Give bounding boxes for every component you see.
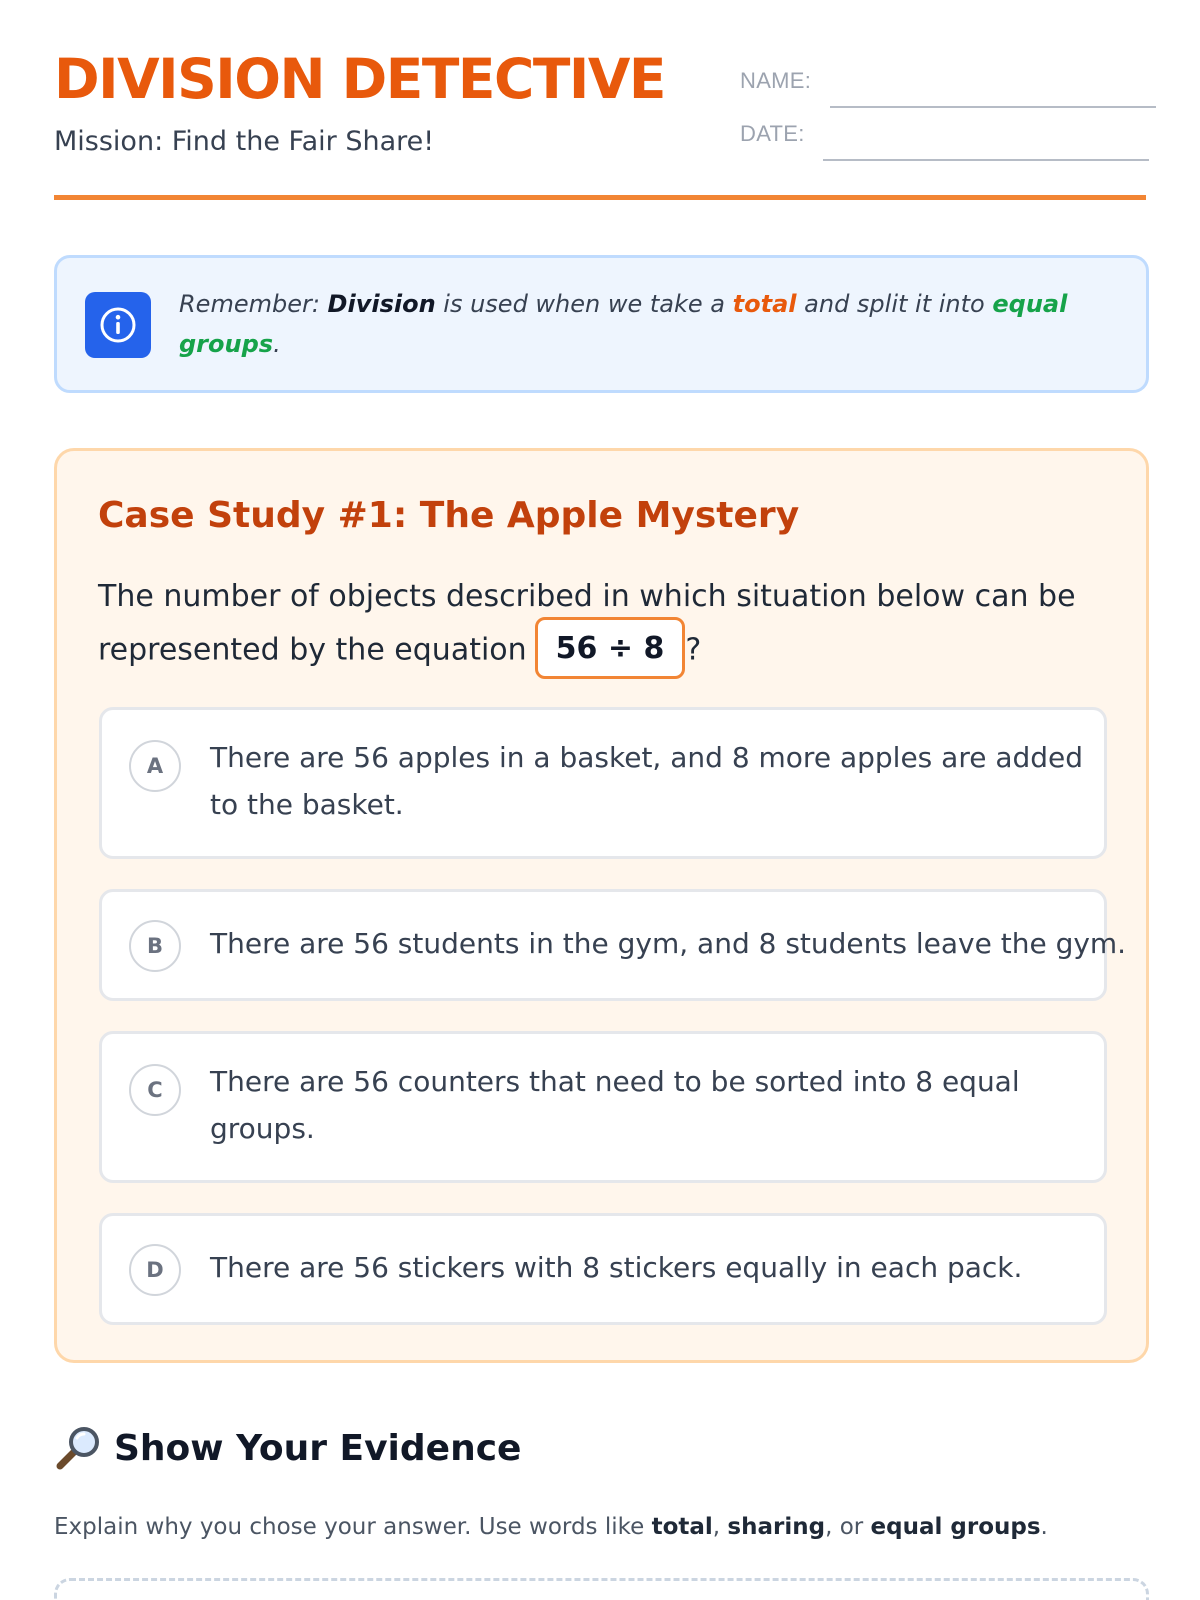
- evidence-word-sharing: sharing: [727, 1514, 826, 1540]
- keyword-total: total: [732, 290, 797, 318]
- question-before: The number of objects described in which situation below can be represented by the equation: [98, 579, 1076, 668]
- evidence-text-before: Explain why you chose your answer. Use words like: [54, 1514, 652, 1540]
- name-label: NAME:: [740, 68, 812, 93]
- keyword-equal-groups: equal groups: [179, 290, 1068, 358]
- answer-options: [99, 707, 1127, 1355]
- option-a-text: There are 56 apples in a basket, and 8 more apples are added to the basket.: [210, 741, 1084, 821]
- reminder-suffix: .: [273, 330, 281, 358]
- evidence-word-total: total: [651, 1514, 713, 1540]
- reminder-callout: [54, 255, 1149, 393]
- option-c-letter: C: [129, 1064, 181, 1116]
- reminder-prefix: Remember:: [179, 290, 328, 318]
- evidence-sep-2: , or: [825, 1514, 871, 1540]
- case-study-card: [54, 448, 1149, 1363]
- page-subtitle: Mission: Find the Fair Share!: [54, 126, 435, 157]
- option-b-letter: B: [129, 920, 181, 972]
- equation-badge: 56 ÷ 8: [535, 617, 686, 679]
- magnifying-glass-icon: [54, 1424, 102, 1472]
- date-input-line[interactable]: [823, 159, 1149, 161]
- option-c[interactable]: [99, 1031, 1107, 1183]
- option-b-text: There are 56 students in the gym, and 8 students leave the gym.: [210, 927, 1127, 960]
- option-d-text: There are 56 stickers with 8 stickers equally in each pack.: [210, 1251, 1023, 1284]
- evidence-text-after: .: [1040, 1514, 1048, 1540]
- reminder-mid-2: and split it into: [796, 290, 993, 318]
- option-d-letter: D: [129, 1244, 181, 1296]
- info-icon: [85, 292, 151, 358]
- question-after: ?: [685, 632, 702, 668]
- evidence-answer-box[interactable]: [54, 1578, 1149, 1600]
- option-d[interactable]: [99, 1213, 1107, 1325]
- name-field: [740, 68, 1156, 94]
- question-text: [98, 573, 1098, 682]
- evidence-word-equal-groups: equal groups: [870, 1514, 1041, 1540]
- reminder-text: [179, 284, 1079, 364]
- evidence-instructions: [54, 1514, 1048, 1540]
- date-field: [740, 121, 1149, 147]
- case-study-title: Case Study #1: The Apple Mystery: [98, 495, 800, 536]
- evidence-sep-1: ,: [712, 1514, 728, 1540]
- evidence-title: Show Your Evidence: [114, 1427, 522, 1469]
- keyword-division: Division: [327, 290, 436, 318]
- page-title: DIVISION DETECTIVE: [54, 47, 665, 111]
- option-a-letter: A: [129, 740, 181, 792]
- option-b[interactable]: [99, 889, 1127, 1001]
- name-input-line[interactable]: [830, 106, 1156, 108]
- reminder-mid-1: is used when we take a: [435, 290, 733, 318]
- option-a[interactable]: [99, 707, 1107, 859]
- evidence-heading: [54, 1424, 521, 1472]
- option-c-text: There are 56 counters that need to be sorted into 8 equal groups.: [210, 1065, 1020, 1145]
- date-label: DATE:: [740, 121, 805, 146]
- worksheet-header: [54, 0, 1146, 200]
